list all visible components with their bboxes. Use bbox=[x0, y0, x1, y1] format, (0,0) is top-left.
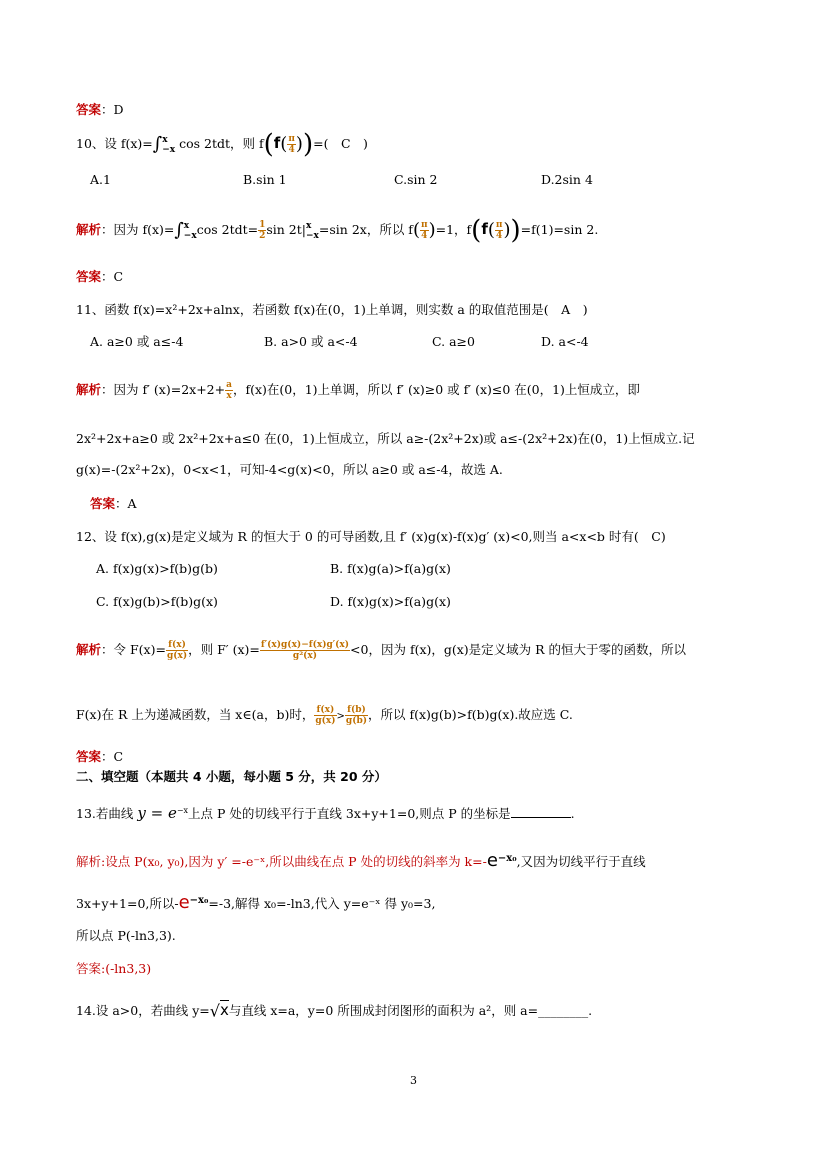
q12-option-b: B. f(x)g(a)>f(a)g(x) bbox=[330, 561, 451, 576]
q10-option-b: B.sin 1 bbox=[243, 172, 287, 187]
q11-option-b: B. a>0 或 a<-4 bbox=[264, 334, 358, 349]
q10-option-a: A.1 bbox=[90, 172, 111, 187]
q11-stem: 11、函数 f(x)=x²+2x+alnx，若函数 f(x)在(0，1)上单调，则实数 a 的取值范围是( A ) bbox=[76, 302, 588, 317]
q10-stem: 10、设 f(x)=∫ x −x cos 2tdt，则 f(f( $\frac{\pi}{4}$ ))=( C ) bbox=[76, 129, 368, 160]
q12-analysis-line2: F(x)在 R 上为递减函数，当 x∈(a，b)时， $\frac{f(x)}{g(x)}$ > $\frac{f(b)}{g(b)}$ ，所以 f(x)g(b)>f(b)g(x).故应选 C. bbox=[76, 705, 573, 726]
q12-option-a: A. f(x)g(x)>f(b)g(b) bbox=[96, 561, 218, 576]
q13-answer: 答案:(-ln3,3) bbox=[76, 961, 152, 976]
q12-stem: 12、设 f(x),g(x)是定义域为 R 的恒大于 0 的可导函数,且 f′ (x)g(x)-f(x)g′ (x)<0,则当 a<x<b 时有( C) bbox=[76, 529, 666, 544]
q12-option-c: C. f(x)g(b)>f(b)g(x) bbox=[96, 594, 218, 609]
q11-answer: 答案：A bbox=[90, 496, 137, 511]
q13-analysis-line2: 3x+y+1=0,所以$-e^{-x_0}=-3$,解得 x₀=-ln3,代入 y=e⁻ˣ 得 y₀=3, bbox=[76, 892, 436, 914]
q10-option-d: D.2sin 4 bbox=[541, 172, 593, 187]
q14-stem: 14.设 a>0，若曲线 y=√x与直线 x=a，y=0 所围成封闭图形的面积为 a²，则 a=________. bbox=[76, 1001, 593, 1021]
q10-answer: 答案：C bbox=[76, 269, 124, 284]
q11-analysis-line1: 解析：因为 f′ (x)=2x+2+ $\frac{a}{x}$ ，f(x)在(0，1)上单调，所以 f′ (x)≥0 或 f′ (x)≤0 在(0，1)上恒成立，即 bbox=[76, 380, 640, 401]
q13-answer-blank bbox=[511, 805, 571, 818]
q11-analysis-line2: 2x²+2x+a≥0 或 2x²+2x+a≤0 在(0，1)上恒成立，所以 a≥-(2x²+2x)或 a≤-(2x²+2x)在(0，1)上恒成立.记 bbox=[76, 431, 695, 446]
q12-option-d: D. f(x)g(x)>f(a)g(x) bbox=[330, 594, 451, 609]
section-2-heading: 二、填空题（本题共 4 小题，每小题 5 分，共 20 分） bbox=[76, 769, 387, 784]
q13-stem: 13.若曲线 $y = e^{-x}$上点 P 处的切线平行于直线 3x+y+1=0,则点 P 的坐标是 . bbox=[76, 804, 575, 823]
q11-option-d: D. a<-4 bbox=[541, 334, 589, 349]
q12-analysis-line1: 解析：令 F(x)= $\frac{f(x)}{g(x)}$ ，则 F′ (x)= $\frac{f'(x)g(x)-f(x)g'(x)}{\text{g²(x)}}$ <0，因为 f(x)，g(x)是定义域为 R 的恒大于零的函数，所以 bbox=[76, 640, 687, 661]
q13-analysis-line1: 解析:设点 P(x₀, y₀),因为 y′ =-e⁻ˣ,所以曲线在点 P 处的切线的斜率为 $k=-e^{-x_0}$,又因为切线平行于直线 bbox=[76, 850, 646, 872]
q10-option-c: C.sin 2 bbox=[394, 172, 438, 187]
q9-answer: 答案：D bbox=[76, 102, 124, 117]
q10-analysis: 解析：因为 f(x)=∫ x −x cos 2tdt= $\frac{1}{2}$ sin 2t| x −x =sin 2x，所以 f( $\frac{\pi}{4}$ )=1，f(f( $\frac{\pi}{4}$ ))=f(1)=sin 2. bbox=[76, 215, 599, 246]
q11-option-a: A. a≥0 或 a≤-4 bbox=[90, 334, 184, 349]
page-number: 3 bbox=[410, 1074, 417, 1087]
q11-analysis-line3: g(x)=-(2x²+2x)，0<x<1，可知-4<g(x)<0，所以 a≥0 或 a≤-4，故选 A. bbox=[76, 462, 503, 477]
q11-option-c: C. a≥0 bbox=[432, 334, 475, 349]
integral-sign: ∫ bbox=[152, 133, 163, 155]
q13-analysis-line3: 所以点 P(-ln3,3). bbox=[76, 928, 176, 943]
q12-answer: 答案：C bbox=[76, 749, 124, 764]
